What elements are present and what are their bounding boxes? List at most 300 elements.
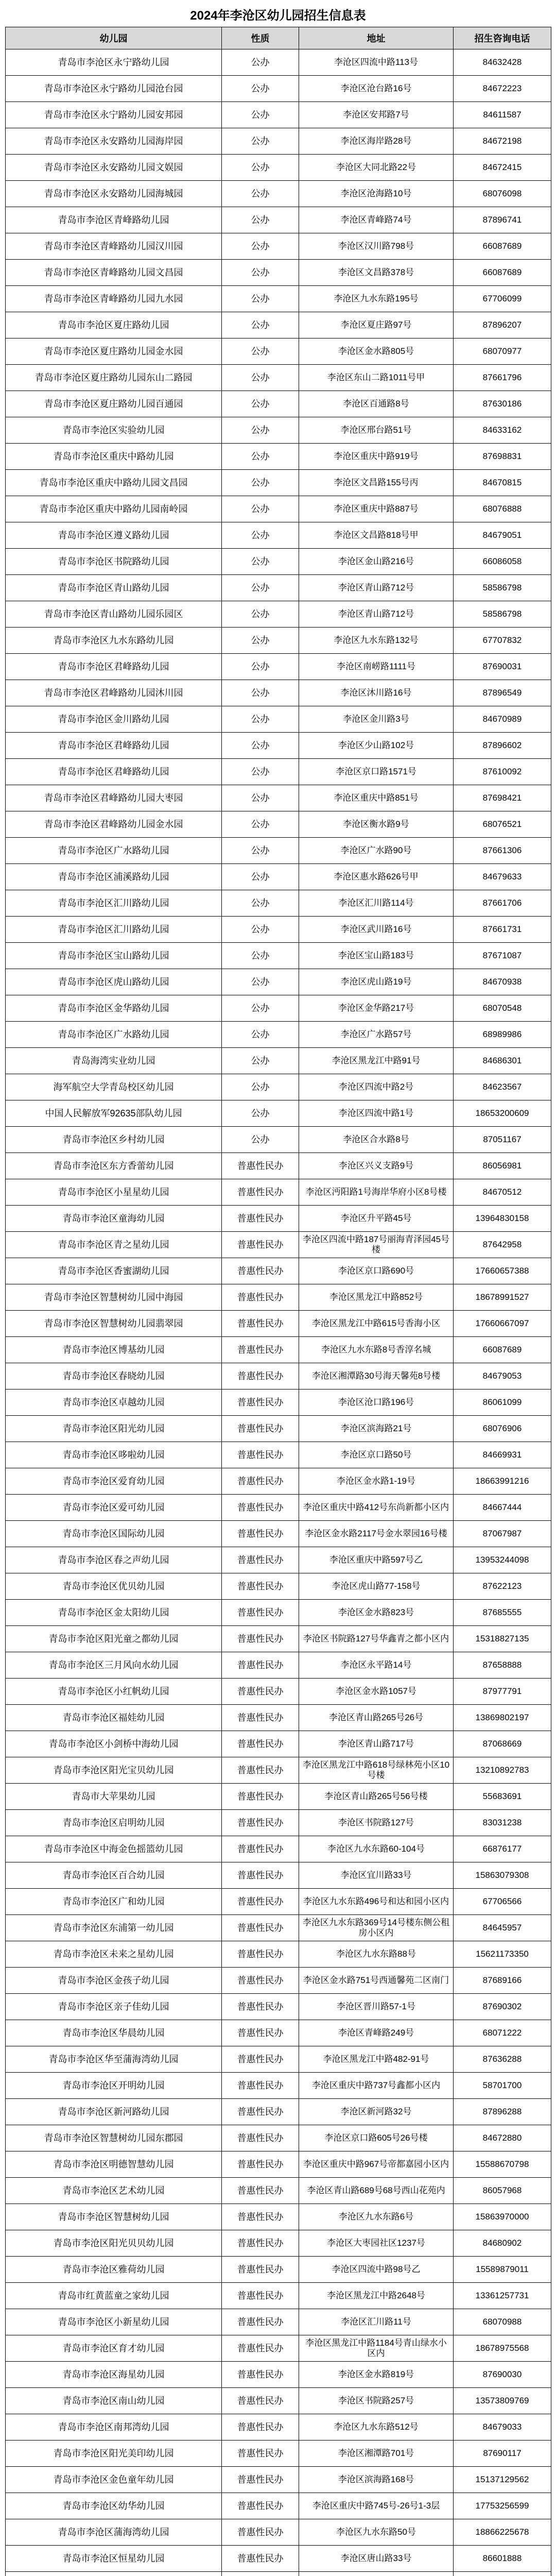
phone-cell: 84672223 [454,76,551,102]
kindergarten-name-cell: 青岛市李沧区新河路幼儿园 [6,2099,222,2125]
table-row [6,1679,551,1705]
table-row [6,260,551,286]
type-cell [222,2572,299,2576]
address-cell: 李沧区宜川路33号 [299,1862,454,1889]
type-cell: 普惠性民办 [222,1626,299,1652]
type-cell: 普惠性民办 [222,1547,299,1573]
type-cell: 普惠性民办 [222,2388,299,2414]
type-cell: 普惠性民办 [222,1862,299,1889]
phone-cell: 17753256599 [454,2493,551,2519]
phone-cell: 68076521 [454,811,551,838]
kindergarten-name-cell: 青岛市李沧区幼华幼儿园 [6,2493,222,2519]
type-cell: 普惠性民办 [222,1679,299,1705]
phone-cell: 13361257731 [454,2283,551,2309]
table-body [6,49,551,2576]
type-cell: 普惠性民办 [222,1994,299,2020]
phone-cell: 13573809769 [454,2388,551,2414]
table-row [6,181,551,207]
phone-cell: 66087689 [454,260,551,286]
address-cell: 李沧区九水东路60-104号 [299,1836,454,1862]
phone-cell: 84672880 [454,2125,551,2151]
table-row [6,1311,551,1337]
phone-cell: 67707832 [454,628,551,654]
type-cell: 公办 [222,233,299,260]
type-cell: 公办 [222,1100,299,1127]
table-row [6,680,551,706]
phone-cell: 13953244098 [454,1547,551,1573]
table-row [6,1284,551,1311]
type-cell: 普惠性民办 [222,1363,299,1389]
table-row [6,1652,551,1679]
phone-cell: 87642958 [454,1232,551,1258]
type-cell: 公办 [222,785,299,811]
type-cell: 普惠性民办 [222,1179,299,1206]
table-row [6,207,551,233]
table-row [6,1258,551,1284]
address-cell: 李沧区京口路690号 [299,1258,454,1284]
phone-cell: 13210892783 [454,1757,551,1784]
type-cell: 公办 [222,628,299,654]
phone-cell: 87977791 [454,1679,551,1705]
address-cell: 李沧区重庆中路967号帝都嘉园小区内 [299,2151,454,2178]
phone-cell: 87068669 [454,1731,551,1757]
kindergarten-name-cell: 青岛市李沧区夏庄路幼儿园金水园 [6,338,222,365]
type-cell: 普惠性民办 [222,2519,299,2546]
address-cell: 李沧区滨海路168号 [299,2467,454,2493]
type-cell: 普惠性民办 [222,1836,299,1862]
type-cell: 公办 [222,207,299,233]
address-cell: 李沧区湘潭路701号 [299,2441,454,2467]
address-cell: 李沧区四流中路98号乙 [299,2257,454,2283]
kindergarten-name-cell: 青岛市李沧区雅荷幼儿园 [6,2257,222,2283]
kindergarten-name-cell: 青岛市李沧区金川路幼儿园 [6,706,222,733]
phone-cell: 15589879011 [454,2257,551,2283]
address-cell: 李沧区大同北路22号 [299,155,454,181]
phone-cell: 84670512 [454,1179,551,1206]
type-cell: 公办 [222,1048,299,1074]
kindergarten-name-cell: 青岛市李沧区乡村幼儿园 [6,1127,222,1153]
kindergarten-name-cell: 青岛市李沧区永安路幼儿园文娱园 [6,155,222,181]
type-cell: 普惠性民办 [222,1705,299,1731]
type-cell: 公办 [222,706,299,733]
type-cell: 普惠性民办 [222,2335,299,2362]
phone-cell: 84669931 [454,1442,551,1468]
type-cell: 普惠性民办 [222,2020,299,2046]
table-row [6,1179,551,1206]
table-row [6,2151,551,2178]
table-row [6,49,551,76]
kindergarten-name-cell: 青岛市李沧区君峰路幼儿园 [6,733,222,759]
phone-cell: 87698831 [454,444,551,470]
type-cell: 公办 [222,1022,299,1048]
table-row [6,2283,551,2309]
table-row [6,1127,551,1153]
kindergarten-name-cell: 青岛市李沧区重庆中路幼儿园 [6,444,222,470]
table-row [6,1810,551,1836]
phone-cell: 68076098 [454,181,551,207]
address-cell: 李沧区金水路1-19号 [299,1468,454,1495]
type-cell: 公办 [222,995,299,1022]
table-row [6,1836,551,1862]
type-cell: 公办 [222,733,299,759]
kindergarten-name-cell: 青岛市李沧区君峰路幼儿园沐川园 [6,680,222,706]
table-row [6,890,551,917]
kindergarten-name-cell: 青岛市李沧区浦溪路幼儿园 [6,864,222,890]
type-cell: 公办 [222,338,299,365]
address-cell: 李沧区金水路2117号金水翠园16号楼 [299,1521,454,1547]
address-cell: 李沧区九水东路369号14号楼东侧公租房小区内 [299,1915,454,1941]
kindergarten-name-cell: 青岛市李沧区重庆中路幼儿园南岭园 [6,496,222,522]
address-cell: 李沧区九水东路8号香淳名城 [299,1337,454,1363]
type-cell: 普惠性民办 [222,1941,299,1968]
address-cell: 李沧区晋川路57-1号 [299,1994,454,2020]
phone-cell: 84611587 [454,102,551,128]
phone-cell: 84670815 [454,470,551,496]
phone-cell: 84645957 [454,1915,551,1941]
kindergarten-name-cell: 青岛市李沧区艺术幼儿园 [6,2178,222,2204]
type-cell: 公办 [222,444,299,470]
type-cell: 普惠性民办 [222,1573,299,1600]
type-cell: 公办 [222,917,299,943]
table-row [6,338,551,365]
phone-cell: 83031238 [454,1810,551,1836]
table-row [6,2046,551,2073]
table-row [6,759,551,785]
address-cell: 李沧区金水路1057号 [299,1679,454,1705]
kindergarten-name-cell: 青岛市李沧区青峰路幼儿园汉川园 [6,233,222,260]
table-row [6,470,551,496]
address-cell: 李沧区青山路717号 [299,1731,454,1757]
table-row [6,2362,551,2388]
type-cell: 公办 [222,470,299,496]
address-cell: 李沧区海岸路28号 [299,128,454,155]
phone-cell: 68071222 [454,2020,551,2046]
address-cell: 李沧区书院路257号 [299,2388,454,2414]
kindergarten-name-cell: 青岛市李沧区海星幼儿园 [6,2362,222,2388]
table-row [6,2230,551,2257]
kindergarten-name-cell: 青岛市李沧区广水路幼儿园 [6,1022,222,1048]
kindergarten-name-cell: 青岛市李沧区夏庄路幼儿园 [6,312,222,338]
address-cell: 李沧区九水东路50号 [299,2519,454,2546]
kindergarten-name-cell: 青岛市李沧区汇川路幼儿园 [6,890,222,917]
phone-cell: 13964830158 [454,1206,551,1232]
kindergarten-name-cell: 青岛市李沧区启明幼儿园 [6,1810,222,1836]
table-row [6,1337,551,1363]
phone-cell: 18866225678 [454,2519,551,2546]
address-cell: 李沧区黑龙江中路2648号 [299,2283,454,2309]
address-cell: 李沧区沧台路16号 [299,76,454,102]
type-cell: 普惠性民办 [222,1810,299,1836]
table-row [6,1100,551,1127]
type-cell: 公办 [222,49,299,76]
table-row [6,811,551,838]
address-cell: 李沧区惠水路626号甲 [299,864,454,890]
kindergarten-name-cell: 青岛市李沧区爱可幼儿园 [6,1495,222,1521]
kindergarten-name-cell: 青岛市李沧区青之星幼儿园 [6,1232,222,1258]
phone-cell: 84667444 [454,1495,551,1521]
phone-cell: 87671087 [454,943,551,969]
kindergarten-name-cell: 青岛市李沧区爱育幼儿园 [6,1468,222,1495]
table-row [6,365,551,391]
phone-cell: 87067987 [454,1521,551,1547]
address-cell: 李沧区金水路819号 [299,2362,454,2388]
kindergarten-name-cell: 青岛市李沧区广和幼儿园 [6,1889,222,1915]
table-row [6,943,551,969]
type-cell: 普惠性民办 [222,2046,299,2073]
phone-cell: 87610092 [454,759,551,785]
type-cell: 普惠性民办 [222,1600,299,1626]
phone-cell: 18653200609 [454,1100,551,1127]
phone-cell: 84670938 [454,969,551,995]
phone-cell: 87661706 [454,890,551,917]
table-row [6,2073,551,2099]
address-cell: 李沧区夏庄路97号 [299,312,454,338]
kindergarten-name-cell: 青岛市李沧区智慧树幼儿园东郡园 [6,2125,222,2151]
phone-cell: 17660657388 [454,1258,551,1284]
phone-cell: 15588670798 [454,2151,551,2178]
type-cell: 普惠性民办 [222,1915,299,1941]
address-cell: 李沧区宝山路183号 [299,943,454,969]
phone-cell: 87896207 [454,312,551,338]
phone-cell: 87896288 [454,2099,551,2125]
type-cell: 普惠性民办 [222,1311,299,1337]
kindergarten-name-cell: 青岛市李沧区青峰路幼儿园文昌园 [6,260,222,286]
table-row [6,1994,551,2020]
address-cell: 李沧区四流中路187号丽海青泽园45号楼 [299,1232,454,1258]
table-row [6,2099,551,2125]
table-row [6,1363,551,1389]
phone-cell: 87690117 [454,2441,551,2467]
kindergarten-name-cell: 青岛市李沧区阳光宝贝幼儿园 [6,1757,222,1784]
table-row [6,654,551,680]
kindergarten-name-cell: 青岛市李沧区亲子佳幼儿园 [6,1994,222,2020]
address-cell: 李沧区青山路689号68号西山花苑内 [299,2178,454,2204]
address-cell: 李沧区金华路217号 [299,995,454,1022]
table-row [6,1495,551,1521]
type-cell: 公办 [222,312,299,338]
phone-cell: 87661731 [454,917,551,943]
phone-cell: 87661796 [454,365,551,391]
phone-cell: 84670989 [454,706,551,733]
column-header-phone: 招生咨询电话 [454,27,551,49]
kindergarten-name-cell: 青岛市李沧区华晨幼儿园 [6,2020,222,2046]
table-row [6,2178,551,2204]
phone-cell: 66087689 [454,233,551,260]
table-row [6,1862,551,1889]
table-row [6,1968,551,1994]
table-row [6,496,551,522]
kindergarten-name-cell: 青岛市李沧区智慧树幼儿园翡翠园 [6,1311,222,1337]
table-row [6,391,551,417]
phone-cell: 87690302 [454,1994,551,2020]
type-cell: 公办 [222,838,299,864]
table-row [6,706,551,733]
table-row [6,969,551,995]
type-cell: 普惠性民办 [222,1232,299,1258]
kindergarten-name-cell: 青岛市李沧区南邦湾幼儿园 [6,2414,222,2441]
table-row [6,628,551,654]
type-cell: 公办 [222,759,299,785]
phone-cell: 87690030 [454,2362,551,2388]
phone-cell: 15318827135 [454,1626,551,1652]
address-cell: 李沧区青峰路74号 [299,207,454,233]
type-cell: 普惠性民办 [222,2073,299,2099]
kindergarten-name-cell: 青岛市李沧区书院路幼儿园 [6,549,222,575]
address-cell: 李沧区少山路102号 [299,733,454,759]
address-cell: 李沧区沧口路196号 [299,1389,454,1416]
kindergarten-name-cell: 青岛市李沧区小剑桥中海幼儿园 [6,1731,222,1757]
table-row [6,155,551,181]
phone-cell: 87685555 [454,1600,551,1626]
address-cell: 李沧区京口路1571号 [299,759,454,785]
type-cell: 普惠性民办 [222,1468,299,1495]
type-cell: 公办 [222,1127,299,1153]
kindergarten-name-cell: 青岛市李沧区永安路幼儿园海城园 [6,181,222,207]
kindergarten-name-cell: 青岛市李沧区中海金色摇篮幼儿园 [6,1836,222,1862]
kindergarten-name-cell: 青岛市李沧区永安路幼儿园海岸园 [6,128,222,155]
address-cell: 李沧区大枣园社区1237号 [299,2230,454,2257]
kindergarten-name-cell: 青岛市大苹果幼儿园 [6,1784,222,1810]
type-cell: 公办 [222,943,299,969]
table-row [6,2020,551,2046]
address-cell: 李沧区九水东路88号 [299,1941,454,1968]
type-cell: 普惠性民办 [222,2099,299,2125]
address-cell: 李沧区四流中路113号 [299,49,454,76]
kindergarten-name-cell: 青岛市李沧区夏庄路幼儿园东山二路园 [6,365,222,391]
address-cell: 李沧区升平路45号 [299,1206,454,1232]
kindergarten-name-cell: 青岛市李沧区金色童年幼儿园 [6,2467,222,2493]
table-row [6,102,551,128]
kindergarten-name-cell: 青岛市李沧区东方香蕾幼儿园 [6,1153,222,1179]
type-cell: 普惠性民办 [222,2362,299,2388]
address-cell: 李沧区兴义支路9号 [299,1153,454,1179]
type-cell: 普惠性民办 [222,2283,299,2309]
table-row [6,1889,551,1915]
address-cell: 李沧区重庆中路919号 [299,444,454,470]
address-cell: 李沧区文昌路818号甲 [299,522,454,549]
phone-cell: 18663991216 [454,1468,551,1495]
table-row [6,1705,551,1731]
type-cell: 公办 [222,128,299,155]
column-header-kindergarten: 幼儿园 [6,27,222,49]
address-cell: 李沧区黑龙江中路1184号青山绿水小区内 [299,2335,454,2362]
kindergarten-name-cell: 青岛市李沧区重庆中路幼儿园文昌园 [6,470,222,496]
table-row [6,838,551,864]
phone-cell: 87630186 [454,391,551,417]
kindergarten-name-cell: 青岛市李沧区恒星幼儿园 [6,2546,222,2572]
address-cell: 李沧区书院路127号 [299,1810,454,1836]
type-cell: 普惠性民办 [222,2309,299,2335]
address-cell: 李沧区九水东路195号 [299,286,454,312]
phone-cell: 58701700 [454,2073,551,2099]
type-cell: 普惠性民办 [222,1757,299,1784]
type-cell: 普惠性民办 [222,2467,299,2493]
type-cell: 公办 [222,1074,299,1100]
address-cell: 李沧区京口路50号 [299,1442,454,1468]
table-row [6,1547,551,1573]
table-row [6,2546,551,2572]
address-cell: 李沧区重庆中路597号乙 [299,1547,454,1573]
address-cell: 李沧区沧海路10号 [299,181,454,207]
type-cell: 公办 [222,286,299,312]
table-row [6,1784,551,1810]
kindergarten-name-cell: 青岛市李沧区三月风向水幼儿园 [6,1652,222,1679]
address-cell: 李沧区重庆中路887号 [299,496,454,522]
kindergarten-name-cell: 青岛市李沧区永宁路幼儿园沧台园 [6,76,222,102]
type-cell: 普惠性民办 [222,1731,299,1757]
table-row [6,2441,551,2467]
table-row [6,995,551,1022]
kindergarten-name-cell: 青岛市李沧区南山幼儿园 [6,2388,222,2414]
kindergarten-name-cell: 青岛市李沧区金太阳幼儿园 [6,1600,222,1626]
kindergarten-name-cell [6,2572,222,2576]
kindergarten-name-cell: 青岛市李沧区东浦第一幼儿园 [6,1915,222,1941]
table-row [6,1626,551,1652]
kindergarten-name-cell: 青岛市李沧区君峰路幼儿园 [6,759,222,785]
phone-cell: 58586798 [454,575,551,601]
table-row [6,2257,551,2283]
table-row [6,1468,551,1495]
table-row [6,2467,551,2493]
table-row [6,444,551,470]
type-cell: 普惠性民办 [222,2546,299,2572]
phone-cell: 58586798 [454,601,551,628]
type-cell: 公办 [222,654,299,680]
address-cell: 李沧区沔阳路1号海岸华府小区8号楼 [299,1179,454,1206]
table-row [6,1757,551,1784]
type-cell: 普惠性民办 [222,1206,299,1232]
phone-cell: 87051167 [454,1127,551,1153]
address-cell: 李沧区南崂路1111号 [299,654,454,680]
address-cell: 李沧区九水东路496号和达和园小区内 [299,1889,454,1915]
address-cell: 李沧区邢台路51号 [299,417,454,444]
table-row [6,733,551,759]
kindergarten-name-cell: 青岛市李沧区广水路幼儿园 [6,838,222,864]
phone-cell: 84672198 [454,128,551,155]
table-row [6,76,551,102]
kindergarten-name-cell: 青岛市李沧区青峰路幼儿园 [6,207,222,233]
kindergarten-name-cell: 青岛市李沧区实验幼儿园 [6,417,222,444]
phone-cell: 84686301 [454,1048,551,1074]
table-row [6,1600,551,1626]
enrollment-table [5,27,551,2576]
table-row [6,785,551,811]
type-cell: 普惠性民办 [222,1442,299,1468]
address-cell: 李沧区百通路8号 [299,391,454,417]
address-cell: 李沧区唐山路33号 [299,2546,454,2572]
type-cell: 普惠性民办 [222,1521,299,1547]
address-cell: 李沧区黑龙江中路615号香海小区 [299,1311,454,1337]
type-cell: 普惠性民办 [222,2204,299,2230]
phone-cell: 86056981 [454,1153,551,1179]
phone-cell: 87698421 [454,785,551,811]
address-cell: 李沧区东山二路1011号甲 [299,365,454,391]
phone-cell: 55683691 [454,1784,551,1810]
table-row [6,2204,551,2230]
address-cell: 李沧区金水路805号 [299,338,454,365]
phone-cell: 13869802197 [454,1705,551,1731]
type-cell: 公办 [222,890,299,917]
phone-cell: 84679053 [454,1363,551,1389]
phone-cell: 87896602 [454,733,551,759]
phone-cell: 84680902 [454,2230,551,2257]
address-cell: 李沧区重庆中路851号 [299,785,454,811]
phone-cell: 68070988 [454,2309,551,2335]
address-cell: 李沧区黑龙江中路852号 [299,1284,454,1311]
table-row [6,2309,551,2335]
phone-cell: 67706566 [454,1889,551,1915]
type-cell: 公办 [222,864,299,890]
